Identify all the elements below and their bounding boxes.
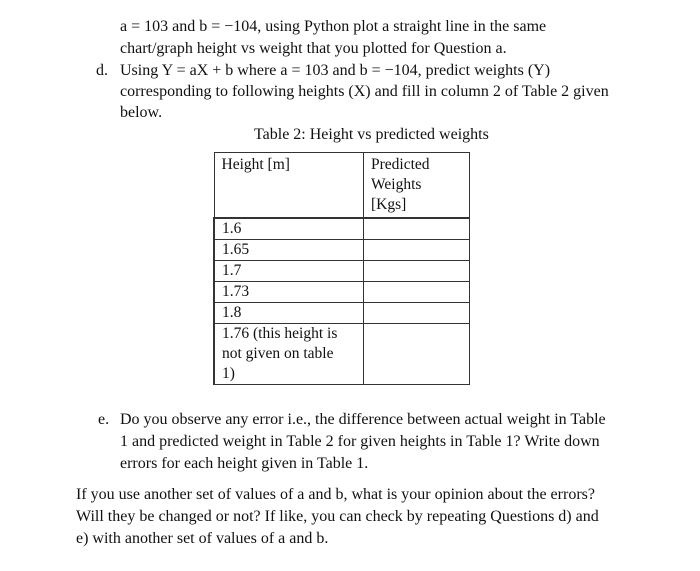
- header-predicted-line-3: [Kgs]: [371, 196, 407, 213]
- table-row: [214, 261, 470, 282]
- height-cell: 1.6: [214, 218, 364, 240]
- header-predicted-line-2: Weights: [371, 176, 422, 193]
- closing-line-3: e) with another set of values of a and b.: [76, 530, 329, 547]
- weight-cell[interactable]: [364, 240, 470, 261]
- item-e-marker: e.: [98, 411, 110, 428]
- height-cell: 1.7: [214, 261, 364, 282]
- height-cell: 1.8: [214, 303, 364, 324]
- weight-cell[interactable]: [364, 282, 470, 303]
- table-header-row: [214, 153, 470, 219]
- extra-height-line-3: 1): [222, 365, 235, 382]
- height-cell: 1.65: [214, 240, 364, 261]
- intro-line-1: a = 103 and b = −104, using Python plot a straight line in the same: [120, 18, 547, 35]
- item-e-line-3: errors for each height given in Table 1.: [120, 455, 369, 472]
- item-d-line-3: below.: [120, 104, 163, 121]
- table-row: [214, 282, 470, 303]
- height-cell: 1.73: [214, 282, 364, 303]
- weight-cell[interactable]: [364, 324, 470, 385]
- closing-line-2: Will they be changed or not? If like, you can check by repeating Questions d) and: [76, 508, 599, 525]
- closing-line-1: If you use another set of values of a and b, what is your opinion about the errors?: [76, 486, 595, 503]
- header-predicted-line-1: Predicted: [371, 156, 430, 173]
- table-row: [214, 303, 470, 324]
- item-d-line-1: Using Y = aX + b where a = 103 and b = −104, predict weights (Y): [120, 62, 551, 79]
- header-height: Height [m]: [214, 153, 364, 219]
- table-row: [214, 240, 470, 261]
- item-d-line-2: corresponding to following heights (X) and fill in column 2 of Table 2 given: [120, 83, 609, 100]
- intro-line-2: chart/graph height vs weight that you plotted for Question a.: [120, 40, 507, 57]
- item-e-line-2: 1 and predicted weight in Table 2 for given heights in Table 1? Write down: [120, 433, 600, 450]
- item-d-marker: d.: [96, 62, 108, 79]
- table-caption: Table 2: Height vs predicted weights: [254, 126, 489, 143]
- header-predicted-weights: [364, 153, 470, 219]
- table-row: [214, 218, 470, 240]
- weight-cell[interactable]: [364, 218, 470, 240]
- weight-cell[interactable]: [364, 303, 470, 324]
- extra-height-line-1: 1.76 (this height is: [222, 325, 338, 342]
- table-2: [213, 152, 470, 385]
- height-cell-extra: [214, 324, 364, 385]
- item-e-line-1: Do you observe any error i.e., the difference between actual weight in Table: [120, 411, 606, 428]
- table-row: [214, 324, 470, 385]
- weight-cell[interactable]: [364, 261, 470, 282]
- extra-height-line-2: not given on table: [222, 345, 334, 362]
